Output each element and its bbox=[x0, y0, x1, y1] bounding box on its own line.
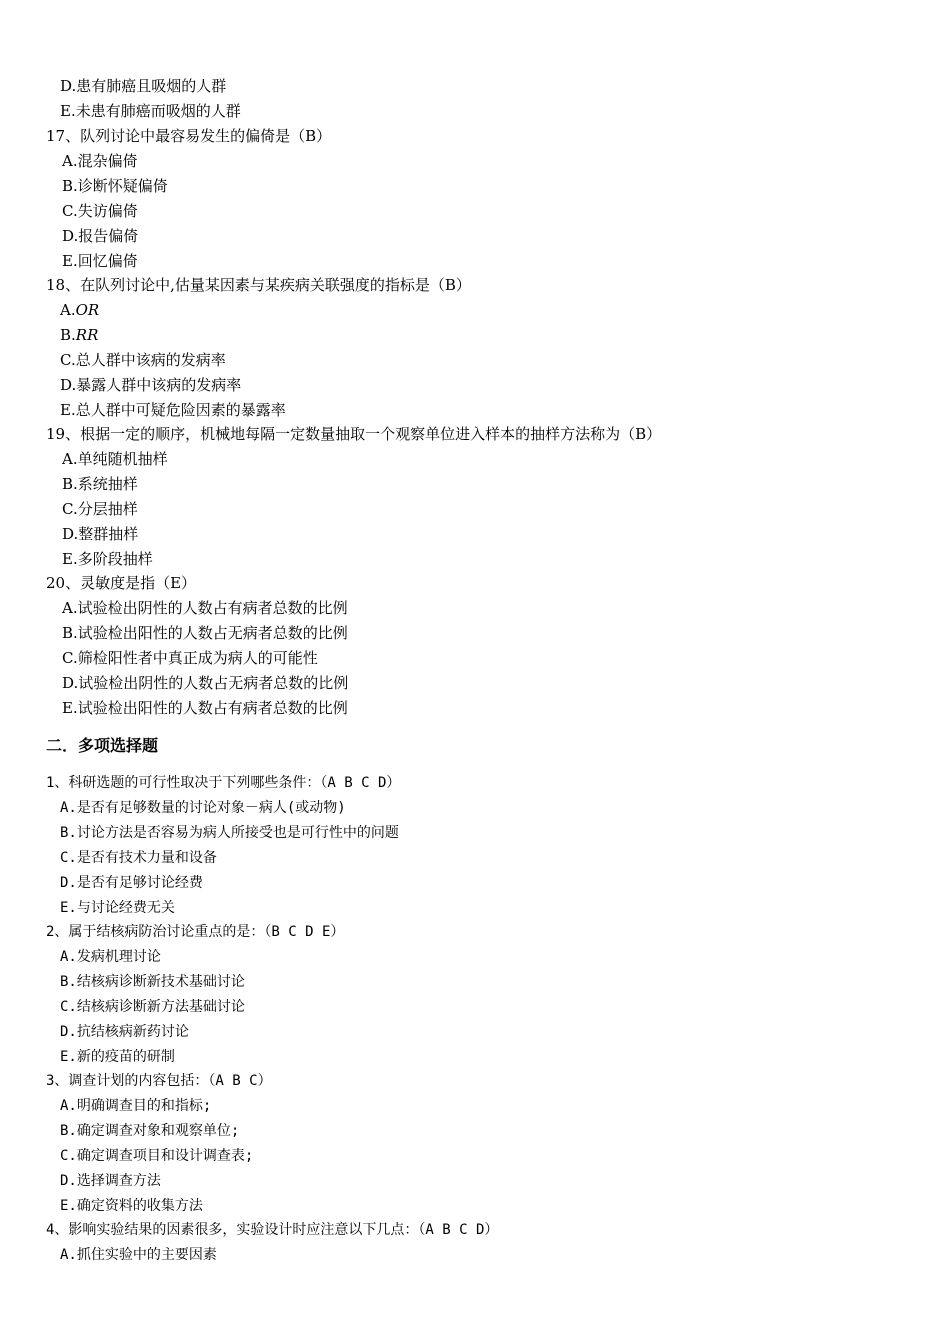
q18-option-e: E.总人群中可疑危险因素的暴露率 bbox=[60, 401, 286, 419]
q18-option-a bbox=[60, 298, 99, 323]
q18-option-c: C.总人群中该病的发病率 bbox=[60, 351, 226, 369]
section-heading-multiple-choice: 二．多项选择题 bbox=[46, 736, 159, 755]
q19-stem: 19、根据一定的顺序，机械地每隔一定数量抽取一个观察单位进入样本的抽样方法称为（B） bbox=[46, 425, 662, 443]
m3-option-d: D.选择调查方法 bbox=[60, 1173, 161, 1189]
q18-stem: 18、在队列讨论中,估量某因素与某疾病关联强度的指标是（B） bbox=[46, 276, 471, 294]
m2-stem: 2、属于结核病防治讨论重点的是：（B C D E） bbox=[46, 924, 345, 940]
m2-option-d: D.抗结核病新药讨论 bbox=[60, 1024, 189, 1040]
q20-option-c: C.筛检阳性者中真正成为病人的可能性 bbox=[62, 649, 318, 667]
q17-stem: 17、队列讨论中最容易发生的偏倚是（B） bbox=[46, 127, 332, 145]
q19-option-a: A.单纯随机抽样 bbox=[62, 450, 168, 468]
q19-option-d: D.整群抽样 bbox=[62, 525, 139, 543]
m4-stem: 4、影响实验结果的因素很多，实验设计时应注意以下几点：（A B C D） bbox=[46, 1222, 499, 1238]
q18-option-d: D.暴露人群中该病的发病率 bbox=[60, 376, 242, 394]
m3-option-e: E.确定资料的收集方法 bbox=[60, 1198, 203, 1214]
q20-option-d: D.试验检出阴性的人数占无病者总数的比例 bbox=[62, 674, 349, 692]
m1-option-e: E.与讨论经费无关 bbox=[60, 900, 175, 916]
m4-option-a: A.抓住实验中的主要因素 bbox=[60, 1247, 217, 1263]
q17-option-a: A.混杂偏倚 bbox=[62, 152, 138, 170]
m2-option-e: E.新的疫苗的研制 bbox=[60, 1049, 175, 1065]
m1-stem: 1、科研选题的可行性取决于下列哪些条件：（A B C D） bbox=[46, 775, 401, 791]
m1-option-b: B.讨论方法是否容易为病人所接受也是可行性中的问题 bbox=[60, 825, 399, 841]
m3-option-c: C.确定调查项目和设计调查表; bbox=[60, 1148, 254, 1164]
m3-stem: 3、调查计划的内容包括：（A B C） bbox=[46, 1073, 272, 1089]
q20-option-b: B.试验检出阳性的人数占无病者总数的比例 bbox=[62, 624, 348, 642]
q18-option-a-prefix: A. bbox=[60, 301, 76, 319]
q17-option-b: B.诊断怀疑偏倚 bbox=[62, 177, 168, 195]
q20-stem: 20、灵敏度是指（E） bbox=[46, 574, 197, 592]
q19-option-b: B.系统抽样 bbox=[62, 475, 138, 493]
q19-option-c: C.分层抽样 bbox=[62, 500, 138, 518]
q18-option-b-term: RR bbox=[75, 326, 99, 344]
q18-option-b-prefix: B. bbox=[60, 326, 76, 344]
m3-option-a: A.明确调查目的和指标; bbox=[60, 1098, 212, 1114]
m2-option-b: B.结核病诊断新技术基础讨论 bbox=[60, 974, 245, 990]
q18-option-b bbox=[60, 323, 98, 348]
m1-option-a: A.是否有足够数量的讨论对象－病人(或动物) bbox=[60, 800, 346, 816]
m2-option-a: A.发病机理讨论 bbox=[60, 949, 161, 965]
q20-option-e: E.试验检出阳性的人数占有病者总数的比例 bbox=[62, 699, 348, 717]
q20-option-a: A.试验检出阴性的人数占有病者总数的比例 bbox=[62, 599, 348, 617]
q17-option-c: C.失访偏倚 bbox=[62, 202, 138, 220]
q17-option-d: D.报告偏倚 bbox=[62, 227, 139, 245]
q16-option-d: D.患有肺癌且吸烟的人群 bbox=[60, 77, 227, 95]
m3-option-b: B.确定调查对象和观察单位; bbox=[60, 1123, 240, 1139]
m1-option-d: D.是否有足够讨论经费 bbox=[60, 875, 203, 891]
q16-option-e: E.未患有肺癌而吸烟的人群 bbox=[60, 102, 241, 120]
q18-option-a-term: OR bbox=[75, 301, 100, 319]
q19-option-e: E.多阶段抽样 bbox=[62, 550, 153, 568]
m2-option-c: C.结核病诊断新方法基础讨论 bbox=[60, 999, 245, 1015]
q17-option-e: E.回忆偏倚 bbox=[62, 252, 138, 270]
m1-option-c: C.是否有技术力量和设备 bbox=[60, 850, 217, 866]
